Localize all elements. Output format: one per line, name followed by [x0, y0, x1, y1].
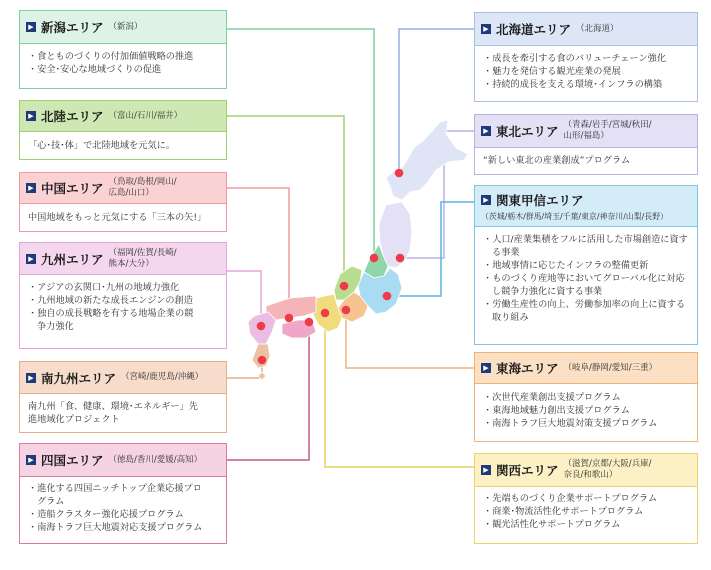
area-body-kantokoshinetsu — [475, 227, 697, 328]
dot-niigata — [370, 254, 379, 263]
area-prefectures-tohoku — [564, 120, 652, 142]
area-title-tohoku: 東北エリア — [496, 124, 559, 139]
bullet-arrow-icon: ▶ — [26, 22, 36, 32]
dot-minamikyushu — [258, 356, 267, 365]
list-item: ・ 労働生産性の向上、労働参加率の向上に資する取り組み — [483, 298, 689, 324]
connector-chugoku — [227, 188, 289, 318]
area-header-niigata — [20, 11, 226, 44]
area-header-shikoku — [20, 444, 226, 477]
bullet-arrow-icon: ▶ — [26, 254, 36, 264]
bullet-arrow-icon: ▶ — [26, 111, 36, 121]
area-prefectures-chugoku — [109, 177, 177, 199]
list-item: ・ 独自の成長戦略を有する地場企業の競争力強化 — [28, 307, 202, 333]
area-prefectures-line: （滋賀/京都/大阪/兵庫/ — [563, 459, 652, 469]
connector-tokai — [346, 310, 474, 368]
area-body-tohoku — [475, 148, 697, 171]
area-body-shikoku — [20, 477, 226, 538]
area-title-niigata: 新潟エリア — [41, 20, 104, 35]
area-header-minamikyushu — [20, 362, 226, 394]
area-box-kansai — [474, 453, 698, 544]
connector-shikoku — [227, 322, 309, 460]
area-title-kyushu: 九州エリア — [41, 251, 104, 267]
dot-kansai — [321, 309, 330, 318]
list-item: ・ 地域事情に応じたインフラの整備更新 — [483, 259, 689, 272]
bullet-arrow-icon: ▶ — [481, 195, 491, 205]
area-prefectures-niigata: （新潟） — [108, 21, 143, 32]
area-body-kansai — [475, 487, 697, 535]
area-header-chugoku — [20, 173, 226, 204]
area-prefectures-line: （青森/岩手/宮城/秋田/ — [563, 120, 652, 130]
connector-hokuriku — [227, 116, 344, 286]
area-title-shikoku: 四国エリア — [41, 453, 104, 468]
list-item: ・ 魅力を発信する観光産業の発展 — [483, 65, 689, 78]
area-box-niigata — [19, 10, 227, 89]
list-item: ・ 先端ものづくり企業サポートプログラム — [483, 492, 689, 505]
area-body-tokai — [475, 384, 697, 434]
area-header-kantokoshinetsu — [475, 186, 697, 227]
area-box-shikoku — [19, 443, 227, 544]
area-box-hokkaido — [474, 12, 698, 102]
area-prefectures-minamikyushu: （宮崎/鹿児島/沖縄） — [121, 372, 204, 382]
bullet-arrow-icon: ▶ — [481, 363, 491, 373]
list-item: ・ 南海トラフ巨大地震対応支援プログラム — [28, 521, 210, 534]
area-prefectures-line: 奈良/和歌山） — [563, 470, 618, 480]
area-prefectures-hokuriku: （富山/石川/福井） — [108, 110, 183, 121]
area-text-hokuriku: 「心･技･体」で北陸地域を元気に。 — [28, 140, 175, 151]
area-title-minamikyushu: 南九州エリア — [41, 370, 117, 386]
list-item: ・ 次世代産業創出支援プログラム — [483, 391, 689, 404]
area-text-minamikyushu: 南九州「食、健康、環境･エネルギー」先進地域化プロジェクト — [28, 401, 198, 425]
area-prefectures-shikoku: （徳島/香川/愛媛/高知） — [108, 454, 203, 465]
list-item: ・ 進化する四国ニッチトップ企業応援プログラム — [28, 482, 210, 508]
list-item: ・ 安全･安心な地域づくりの促進 — [28, 63, 218, 76]
dot-hokuriku — [340, 282, 349, 291]
bullet-arrow-icon: ▶ — [481, 126, 491, 136]
area-title-tokai: 東海エリア — [496, 361, 559, 376]
area-header-tokai — [475, 353, 697, 384]
area-prefectures-line: 熊本/大分） — [108, 258, 154, 269]
area-header-kyushu — [20, 243, 226, 275]
list-item: ・ 持続的成長を支える環境･インフラの構築 — [483, 78, 689, 91]
area-title-chugoku: 中国エリア — [41, 181, 104, 196]
area-body-niigata — [20, 44, 226, 80]
area-title-hokkaido: 北海道エリア — [496, 22, 572, 37]
dot-shikoku — [305, 318, 314, 327]
area-prefectures-line: 広島/山口） — [108, 188, 154, 198]
area-box-tokai — [474, 352, 698, 442]
area-title-hokuriku: 北陸エリア — [41, 109, 104, 124]
area-prefectures-hokkaido: （北海道） — [576, 23, 619, 34]
dot-tokai — [342, 306, 351, 315]
list-item: ・ 食とものづくりの付加価値戦略の推進 — [28, 50, 218, 63]
area-text-tohoku: “新しい東北の産業創成”プログラム — [483, 155, 631, 166]
area-box-tohoku — [474, 114, 698, 175]
connector-niigata — [227, 29, 374, 258]
area-box-kyushu — [19, 242, 227, 349]
bullet-arrow-icon: ▶ — [481, 24, 491, 34]
area-header-tohoku — [475, 115, 697, 148]
area-prefectures-line: （福岡/佐賀/長崎/ — [108, 247, 177, 258]
area-title-kansai: 関西エリア — [496, 463, 559, 478]
area-body-hokuriku — [20, 132, 226, 156]
area-prefectures-line: （鳥取/島根/岡山/ — [108, 177, 177, 187]
area-prefectures-kantokoshinetsu: （茨城/栃木/群馬/埼玉/千葉/東京/神奈川/山梨/長野） — [481, 211, 668, 221]
area-header-kansai — [475, 454, 697, 487]
bullet-arrow-icon: ▶ — [26, 373, 36, 383]
area-header-hokkaido — [475, 13, 697, 46]
area-body-chugoku — [20, 204, 226, 228]
list-item: ・ 南海トラフ巨大地震対策支援プログラム — [483, 417, 689, 430]
list-item: ・ 商業･物流活性化サポートプログラム — [483, 505, 689, 518]
dot-hokkaido — [395, 169, 404, 178]
area-box-kantokoshinetsu — [474, 185, 698, 345]
list-item: ・ 人口/産業集積をフルに活用した市場創造に資する事業 — [483, 233, 689, 259]
dot-tohoku — [396, 254, 405, 263]
list-item: ・ アジアの玄関口･九州の地域力強化 — [28, 281, 202, 294]
area-box-hokuriku — [19, 100, 227, 160]
list-item: ・ 造船クラスター強化応援プログラム — [28, 508, 210, 521]
list-item: ・ 成長を牽引する食のバリューチェーン強化 — [483, 52, 689, 65]
area-header-hokuriku — [20, 101, 226, 132]
area-box-chugoku — [19, 172, 227, 232]
dot-kantokoshinetsu — [383, 292, 392, 301]
bullet-arrow-icon: ▶ — [26, 455, 36, 465]
list-item: ・ ものづくり産地等においてグローバル化に対応し競争力強化に資する事業 — [483, 272, 689, 298]
area-prefectures-line: 山形/福島） — [563, 131, 609, 141]
area-prefectures-kansai — [564, 459, 652, 481]
area-text-chugoku: 中国地域をもっと元気にする「三本の矢!」 — [28, 212, 207, 223]
list-item: ・ 東海地域魅力創出支援プログラム — [483, 404, 689, 417]
bullet-arrow-icon: ▶ — [481, 465, 491, 475]
area-prefectures-kyushu — [109, 248, 177, 270]
list-item: ・ 九州地域の新たな成長エンジンの創造 — [28, 294, 202, 307]
area-body-hokkaido — [475, 46, 697, 95]
dot-kyushu — [257, 322, 266, 331]
dot-chugoku — [285, 314, 294, 323]
area-title-kantokoshinetsu: 関東甲信エリア — [496, 192, 584, 208]
area-box-minamikyushu — [19, 361, 227, 433]
list-item: ・ 観光活性化サポートプログラム — [483, 518, 689, 531]
area-body-minamikyushu — [20, 394, 226, 430]
bullet-arrow-icon: ▶ — [26, 183, 36, 193]
area-body-kyushu — [20, 275, 226, 337]
connector-kansai — [325, 313, 474, 467]
area-prefectures-tokai: （岐阜/静岡/愛知/三重） — [563, 362, 658, 373]
